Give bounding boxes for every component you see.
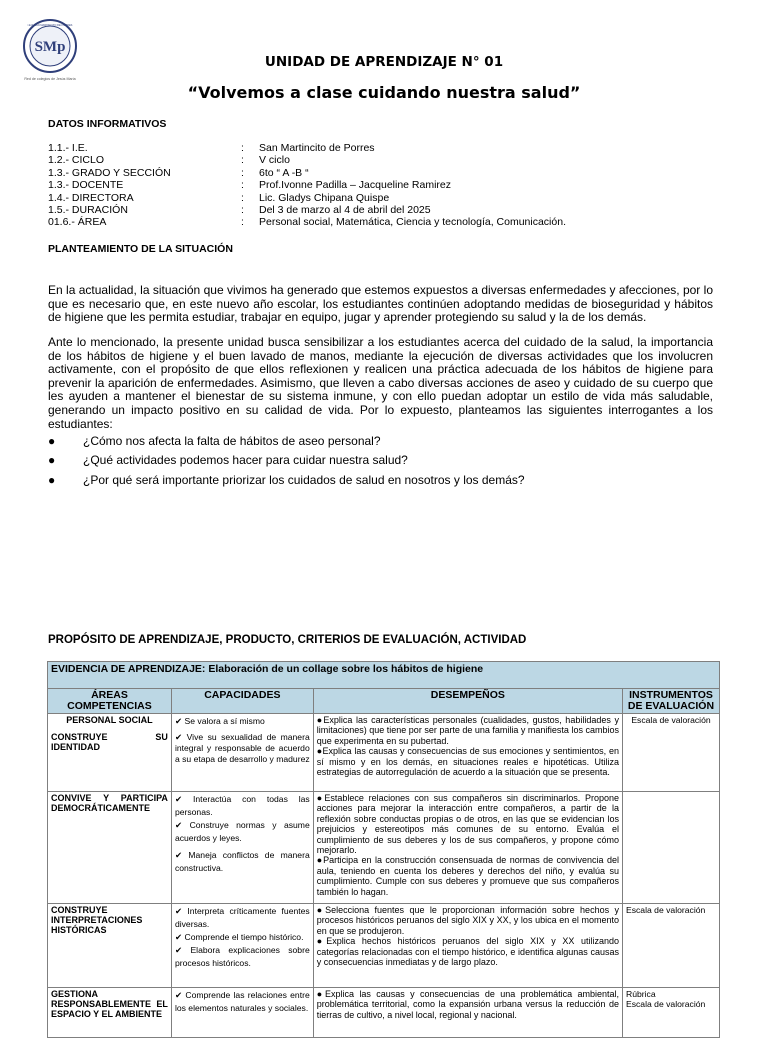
table-row	[48, 714, 720, 792]
area-cell	[48, 904, 172, 988]
evidence-text: Elaboración de un collage sobre los hábitos de higiene	[208, 663, 484, 675]
desempeno-text: Explica las causas y consecuencias de sus emociones y sentimientos, en sí mismo y en los demás, en situaciones reales e hipotéticas. Utiliza estrategias de autorregulación de acuerdo a la situación que se presenta.	[316, 746, 619, 778]
col-header-capacidades: CAPACIDADES	[171, 689, 313, 714]
area-title: PERSONAL SOCIAL	[66, 715, 153, 725]
capacidad-item	[175, 849, 310, 875]
capacidad-item	[175, 944, 310, 970]
datos-value: 6to “ A -B “	[259, 166, 309, 179]
unit-title: UNIDAD DE APRENDIZAJE N° 01	[264, 54, 504, 70]
desempeno-text: Selecciona fuentes que le proporcionan información sobre hechos y procesos históricos peruanos del siglo XIX y XX, y los ubica en el momento en que se produjeron.	[316, 905, 619, 936]
capacidad-text: Comprende el tiempo histórico.	[184, 932, 304, 942]
datos-value: Prof.Ivonne Padilla – Jacqueline Ramirez	[259, 179, 452, 192]
table-row	[48, 988, 720, 1038]
datos-key: 1.2.- CICLO	[48, 154, 105, 167]
desempenos-cell	[313, 904, 622, 988]
capacidad-item	[175, 732, 310, 765]
bullet-icon: ●	[316, 989, 326, 999]
check-icon: ✔	[174, 820, 190, 830]
desempenos-cell	[313, 792, 622, 904]
desempenos-cell	[313, 988, 622, 1038]
datos-row	[48, 192, 566, 204]
desempeno-item	[317, 989, 619, 1020]
capacidad-text: Interpreta críticamente fuentes diversas.	[174, 906, 310, 929]
instrumento-text: Escala de valoración	[625, 999, 706, 1009]
school-logo	[20, 18, 80, 86]
logo-ring-text: I.E.P. SAN MARTINCITO DE PORRES	[27, 24, 73, 27]
logo-text: SMp	[34, 39, 66, 55]
check-icon: ✔	[174, 906, 188, 916]
area-cell	[48, 714, 172, 792]
evidence-label: EVIDENCIA DE APRENDIZAJE:	[51, 663, 206, 675]
capacidad-item	[175, 905, 310, 931]
datos-row	[48, 154, 566, 166]
instrumento-text: Rúbrica	[625, 989, 656, 999]
datos-key: 01.6.- ÁREA	[48, 216, 107, 229]
datos-sep: :	[241, 216, 244, 229]
area-cell	[48, 988, 172, 1038]
desempeno-item	[317, 746, 619, 777]
situacion-heading: PLANTEAMIENTO DE LA SITUACIÓN	[48, 243, 233, 255]
desempeno-text: Participa en la construcción consensuada de normas de convivencia del aula, teniendo en cuenta los deberes y derechos del niño, y evalúa su cumplimiento. Cumple con sus deberes y promueve que sus compañeros también lo hagan.	[316, 855, 619, 897]
desempeno-text: Explica hechos históricos peruanos del siglo XIX y XX utilizando categorías relacionadas con el tiempo histórico, e identifica algunas causas y consecuencias inmediatas y de largo plazo.	[316, 936, 619, 968]
datos-heading: DATOS INFORMATIVOS	[48, 118, 167, 130]
capacidad-text: Comprende las relaciones entre los elementos naturales y sociales.	[174, 990, 310, 1013]
instrumento-text: Escala de valoración	[625, 905, 706, 915]
bullet-icon: ●	[48, 434, 56, 448]
desempeno-item	[317, 936, 619, 967]
bullet-icon: ●	[48, 473, 56, 487]
datos-row	[48, 204, 566, 216]
proposito-table	[47, 661, 720, 1038]
desempeno-item	[317, 715, 619, 746]
datos-value: Del 3 de marzo al 4 de abril del 2025	[259, 204, 431, 217]
unit-subtitle: “Volvemos a clase cuidando nuestra salud”	[187, 83, 581, 102]
bullet-icon: ●	[316, 793, 325, 803]
column-header-row	[48, 689, 720, 714]
desempenos-cell	[313, 714, 622, 792]
desempeno-item	[317, 905, 619, 936]
capacidades-cell	[171, 904, 313, 988]
instrumentos-cell	[622, 792, 719, 904]
col-header-desempenos: DESEMPEÑOS	[313, 689, 622, 714]
table-row	[48, 904, 720, 988]
question-item	[48, 453, 408, 467]
bullet-icon: ●	[316, 936, 327, 947]
check-icon: ✔	[174, 932, 185, 942]
check-icon: ✔	[174, 794, 194, 804]
competencia: GESTIONA RESPONSABLEMENTE EL ESPACIO Y EL AMBIENTE	[51, 989, 168, 1019]
desempeno-item	[317, 855, 619, 897]
datos-value: San Martincito de Porres	[259, 142, 375, 154]
instrumentos-cell	[622, 714, 719, 792]
competencia: CONSTRUYE SU IDENTIDAD	[51, 732, 168, 752]
bullet-icon: ●	[316, 855, 324, 866]
instrumento-text: Escala de valoración	[631, 715, 711, 725]
capacidades-cell	[171, 714, 313, 792]
competencia: CONSTRUYE INTERPRETACIONES HISTÓRICAS	[51, 905, 143, 935]
question-text: ¿Qué actividades podemos hacer para cuidar nuestra salud?	[83, 453, 408, 467]
capacidad-item	[175, 989, 310, 1015]
question-item	[48, 473, 525, 487]
capacidad-text: Vive su sexualidad de manera integral y responsable de acuerdo a su etapa de desarrollo y madurez	[174, 732, 310, 764]
competencia: CONVIVE Y PARTICIPA DEMOCRÁTICAMENTE	[51, 793, 168, 813]
capacidades-cell	[171, 988, 313, 1038]
desempeno-text: Explica las causas y consecuencias de una problemática ambiental, problemática territorial, como la expansión urbana versus la reducción de tierras de cultivo, a nivel local, regional y nacional.	[316, 989, 619, 1020]
desempeno-item	[317, 793, 619, 855]
capacidad-item	[175, 793, 310, 819]
desempeno-text: Establece relaciones con sus compañeros sin discriminarlos. Propone acciones para mejorar la interacción entre compañeros, a partir de la reflexión sobre conductas propias o de otros, en las que se evidencian los prejuicios y estereotipos más comunes de su entorno. Evalúa el cumplimiento de sus deberes y los de sus compañeros, y propone cómo mejorarlo.	[316, 793, 619, 856]
datos-value: Lic. Gladys Chipana Quispe	[259, 191, 390, 204]
datos-list	[48, 142, 566, 229]
capacidad-item	[175, 819, 310, 845]
bullet-icon: ●	[48, 453, 56, 467]
datos-sep: :	[241, 191, 244, 204]
capacidades-cell	[171, 792, 313, 904]
datos-key: 1.3.- GRADO Y SECCIÓN	[48, 166, 171, 179]
datos-row	[48, 142, 566, 154]
capacidad-text: Maneja conflictos de manera constructiva.	[174, 850, 310, 873]
datos-value: Personal social, Matemática, Ciencia y tecnología, Comunicación.	[259, 216, 566, 229]
capacidad-item	[175, 715, 310, 728]
datos-sep: :	[241, 166, 244, 179]
capacidad-text: Interactúa con todas las personas.	[174, 794, 310, 817]
check-icon: ✔	[174, 990, 186, 1000]
datos-sep: :	[241, 204, 244, 217]
evidence-cell	[48, 662, 720, 689]
proposito-heading: PROPÓSITO DE APRENDIZAJE, PRODUCTO, CRITERIOS DE EVALUACIÓN, ACTIVIDAD	[48, 634, 527, 646]
capacidad-text: Construye normas y asume acuerdos y leyes.	[174, 820, 310, 843]
instrumentos-cell	[622, 988, 719, 1038]
logo-subtitle: Red de colegios de Jesús María	[24, 77, 76, 81]
bullet-icon: ●	[316, 746, 323, 757]
bullet-icon: ●	[316, 905, 326, 915]
col-header-areas: ÁREAS COMPETENCIAS	[48, 689, 172, 714]
capacidad-item	[175, 931, 310, 944]
question-text: ¿Por qué será importante priorizar los cuidados de salud en nosotros y los demás?	[83, 473, 525, 487]
col-header-instrumentos: INSTRUMENTOS DE EVALUACIÓN	[622, 689, 719, 714]
instrumentos-cell	[622, 904, 719, 988]
area-cell	[48, 792, 172, 904]
bullet-icon: ●	[316, 715, 324, 725]
datos-key: 1.3.- DOCENTE	[48, 179, 124, 192]
check-icon: ✔	[174, 732, 187, 742]
desempeno-text: Explica las características personales (cualidades, gustos, habilidades y limitaciones) que tiene por ser parte de una familia y manifiesta los cambios que experimenta en su pubertad.	[316, 715, 619, 746]
evidence-row	[48, 662, 720, 689]
datos-sep: :	[241, 179, 244, 192]
datos-value: V ciclo	[259, 154, 290, 167]
datos-key: 1.1.- I.E.	[48, 142, 88, 154]
datos-sep: :	[241, 154, 244, 167]
datos-key: 1.5.- DURACIÓN	[48, 204, 128, 217]
datos-row	[48, 167, 566, 179]
capacidad-text: Se valora a sí mismo	[184, 716, 265, 726]
datos-row	[48, 179, 566, 191]
question-text: ¿Cómo nos afecta la falta de hábitos de aseo personal?	[83, 434, 381, 448]
check-icon: ✔	[174, 850, 189, 860]
question-item	[48, 434, 381, 448]
situacion-paragraph-1: En la actualidad, la situación que vivimos ha generado que estemos expuestos a diversas enfermedades y afecciones, por lo que es necesario que, en este nuevo año escolar, los estudiantes continúen adoptando medidas de bioseguridad y hábitos de higiene que les permita estudiar, trabajar en equipo, jugar y aprender protegiendo su salud y la de los demás.	[48, 283, 713, 325]
datos-sep: :	[241, 142, 244, 154]
datos-key: 1.4.- DIRECTORA	[48, 191, 134, 204]
table-row	[48, 792, 720, 904]
capacidad-text: Elabora explicaciones sobre procesos históricos.	[174, 945, 310, 968]
situacion-paragraph-2: Ante lo mencionado, la presente unidad busca sensibilizar a los estudiantes acerca del cuidado de la salud, la importancia de los hábitos de higiene y el buen lavado de manos, mediante la ejecución de diversas actividades que los involucren activamente, con el propósito de que ellos reflexionen y realicen una práctica adecuada de los hábitos de higiene para prevenir la aparición de enfermedades. Asimismo, que lleven a cabo diversas acciones de aseo y cuidado de su cuerpo que les ayuden a mantener el bienestar de su sistema inmune, y con ello puedan adoptar un estilo de vida más saludable, generando un impacto positivo en su calidad de vida. Por lo expuesto, planteamos las siguientes interrogantes a los estudiantes:	[48, 335, 713, 431]
datos-row	[48, 216, 566, 228]
check-icon: ✔	[174, 716, 185, 726]
check-icon: ✔	[174, 945, 191, 955]
